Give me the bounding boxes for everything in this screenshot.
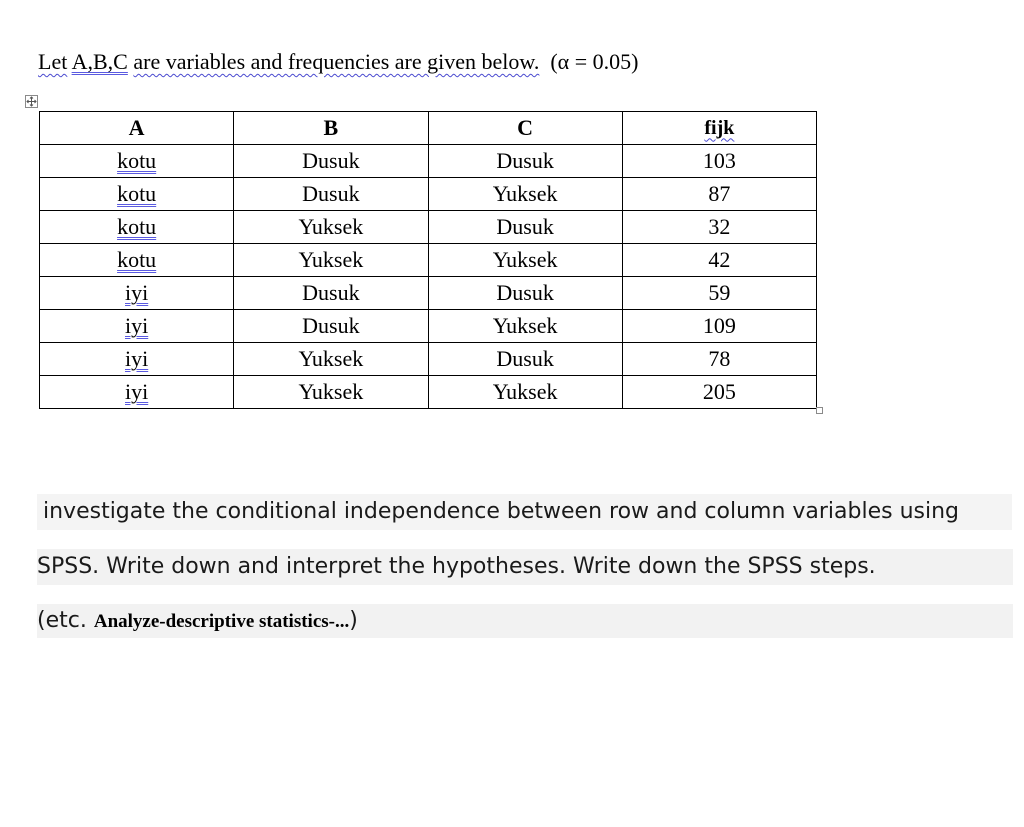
alpha-level: (α = 0.05): [550, 49, 639, 74]
intro-variables: A,B,C: [71, 49, 128, 74]
cell-frequency: 109: [622, 310, 816, 343]
header-fijk: [622, 112, 816, 145]
cell-a: [40, 211, 234, 244]
cell-frequency: 87: [622, 178, 816, 211]
cell-a-text: kotu: [117, 247, 157, 272]
cell-a-text: kotu: [117, 214, 157, 239]
cell-frequency: 205: [622, 376, 816, 409]
cell-a: [40, 244, 234, 277]
cell-c: Yuksek: [428, 376, 622, 409]
table-header-row: [40, 112, 817, 145]
cell-a-text: iyi: [125, 379, 149, 404]
cell-a: [40, 145, 234, 178]
table-resize-handle[interactable]: [816, 407, 823, 414]
intro-middle-text: are variables and frequencies are given below.: [133, 49, 540, 74]
table-row: [40, 277, 817, 310]
question-line-2: SPSS. Write down and interpret the hypotheses. Write down the SPSS steps.: [37, 549, 1013, 585]
cell-frequency: 59: [622, 277, 816, 310]
cell-b: Dusuk: [234, 310, 428, 343]
cell-c: Dusuk: [428, 211, 622, 244]
cell-a-text: kotu: [117, 148, 157, 173]
cell-a: [40, 376, 234, 409]
cell-c: Dusuk: [428, 277, 622, 310]
table-row: [40, 343, 817, 376]
cell-a-text: iyi: [125, 346, 149, 371]
cell-b: Yuksek: [234, 343, 428, 376]
cell-b: Dusuk: [234, 178, 428, 211]
header-fijk-text: fijk: [704, 116, 735, 139]
cell-a: [40, 277, 234, 310]
cell-frequency: 42: [622, 244, 816, 277]
table-row: [40, 244, 817, 277]
cell-c: Yuksek: [428, 178, 622, 211]
cell-a: [40, 178, 234, 211]
cell-b: Yuksek: [234, 376, 428, 409]
cell-a-text: iyi: [125, 280, 149, 305]
intro-let: Let: [38, 49, 68, 74]
question-block: [37, 494, 1013, 657]
cell-a: [40, 310, 234, 343]
cell-b: Dusuk: [234, 277, 428, 310]
cell-c: Yuksek: [428, 244, 622, 277]
table-row: [40, 310, 817, 343]
cell-b: Yuksek: [234, 244, 428, 277]
cell-c: Dusuk: [428, 145, 622, 178]
spss-steps-example: Analyze-descriptive statistics-...: [93, 611, 350, 632]
cell-a-text: iyi: [125, 313, 149, 338]
cell-c: Yuksek: [428, 310, 622, 343]
cell-b: Dusuk: [234, 145, 428, 178]
table-move-handle-icon[interactable]: [25, 95, 38, 108]
frequency-table: [39, 111, 817, 409]
header-b: B: [234, 112, 428, 145]
table-row: [40, 178, 817, 211]
cell-c: Dusuk: [428, 343, 622, 376]
cell-b: Yuksek: [234, 211, 428, 244]
question-etc-close: ): [349, 608, 358, 633]
table-row: [40, 376, 817, 409]
question-line-3: [37, 604, 1013, 638]
cell-frequency: 103: [622, 145, 816, 178]
header-a: A: [40, 112, 234, 145]
cell-a-text: kotu: [117, 181, 157, 206]
table-row: [40, 211, 817, 244]
cell-frequency: 32: [622, 211, 816, 244]
cell-frequency: 78: [622, 343, 816, 376]
header-c: C: [428, 112, 622, 145]
question-etc-open: (etc.: [37, 608, 87, 633]
question-line-1: investigate the conditional independence between row and column variables using: [37, 494, 1012, 530]
intro-sentence: [38, 46, 638, 78]
table-row: [40, 145, 817, 178]
cell-a: [40, 343, 234, 376]
